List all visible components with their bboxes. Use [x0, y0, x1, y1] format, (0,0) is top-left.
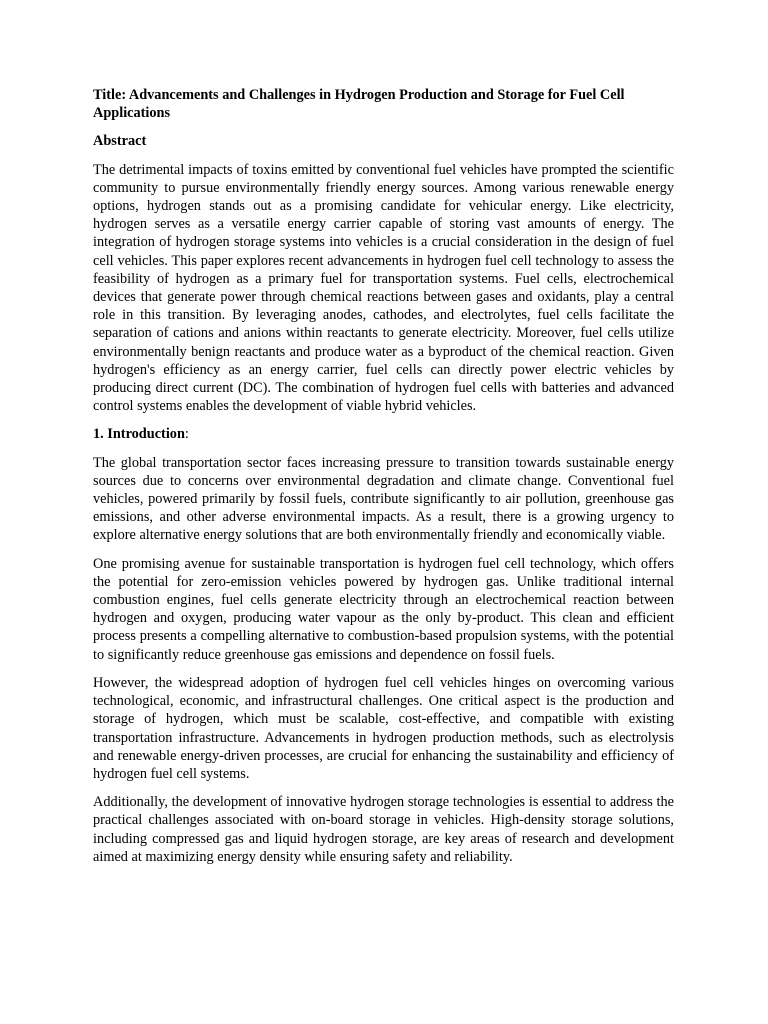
introduction-paragraph-4: Additionally, the development of innovative hydrogen storage technologies is essential to address the practical challenges associated with on-board storage in vehicles. High-density storage solutions, including compressed gas and liquid hydrogen storage, are key areas of research and development aimed at maximizing energy density while ensuring safety and reliability.	[93, 794, 674, 865]
paper-title: Title: Advancements and Challenges in Hydrogen Production and Storage for Fuel Cell Applications	[93, 87, 625, 122]
introduction-paragraph-2: One promising avenue for sustainable transportation is hydrogen fuel cell technology, which offers the potential for zero-emission vehicles powered by hydrogen gas. Unlike traditional internal combustion engines, fuel cells generate electricity through an electrochemical reaction between hydrogen and oxygen, producing water vapour as the only by-product. This clean and efficient process presents a compelling alternative to combustion-based propulsion systems, with the potential to significantly reduce greenhouse gas emissions and dependence on fossil fuels.	[93, 555, 674, 663]
introduction-paragraph-3: However, the widespread adoption of hydrogen fuel cell vehicles hinges on overcoming various technological, economic, and infrastructural challenges. One critical aspect is the production and storage of hydrogen, which must be scalable, cost-effective, and compatible with existing transportation infrastructure. Advancements in hydrogen production methods, such as electrolysis and renewable energy-driven processes, are crucial for enhancing the sustainability and efficiency of hydrogen fuel cell systems.	[93, 674, 674, 782]
introduction-paragraph-1: The global transportation sector faces increasing pressure to transition towards sustainable energy sources due to concerns over environmental degradation and climate change. Conventional fuel vehicles, powered primarily by fossil fuels, contribute significantly to air pollution, greenhouse gas emissions, and other adverse environmental impacts. As a result, there is a growing urgency to explore alternative energy solutions that are both environmentally friendly and economically viable.	[93, 454, 674, 544]
abstract-heading: Abstract	[93, 133, 147, 150]
document-page	[93, 86, 674, 876]
abstract-paragraph: The detrimental impacts of toxins emitted by conventional fuel vehicles have prompted the scientific community to pursue environmentally friendly energy sources. Among various renewable energy options, hydrogen stands out as a promising candidate for vehicular energy. Like electricity, hydrogen serves as a versatile energy carrier capable of storing vast amounts of energy. The integration of hydrogen storage systems into vehicles is a crucial consideration in the design of fuel cell vehicles. This paper explores recent advancements in hydrogen fuel cell technology to assess the feasibility of hydrogen as a primary fuel for transportation systems. Fuel cells, electrochemical devices that generate power through chemical reactions between gases and oxidants, play a central role in this transition. By leveraging anodes, cathodes, and electrolytes, fuel cells facilitate the separation of cations and anions within reactants to generate electricity. Moreover, fuel cells utilize environmentally benign reactants and produce water as a byproduct of the chemical reaction. Given hydrogen's efficiency as an energy carrier, fuel cells can directly power electric vehicles by producing direct current (DC). The combination of hydrogen fuel cells with batteries and advanced control systems enables the development of viable hybrid vehicles.	[93, 161, 674, 415]
introduction-heading-colon: :	[184, 426, 189, 443]
introduction-heading-text: 1. Introduction	[93, 426, 185, 443]
introduction-heading	[93, 425, 674, 443]
